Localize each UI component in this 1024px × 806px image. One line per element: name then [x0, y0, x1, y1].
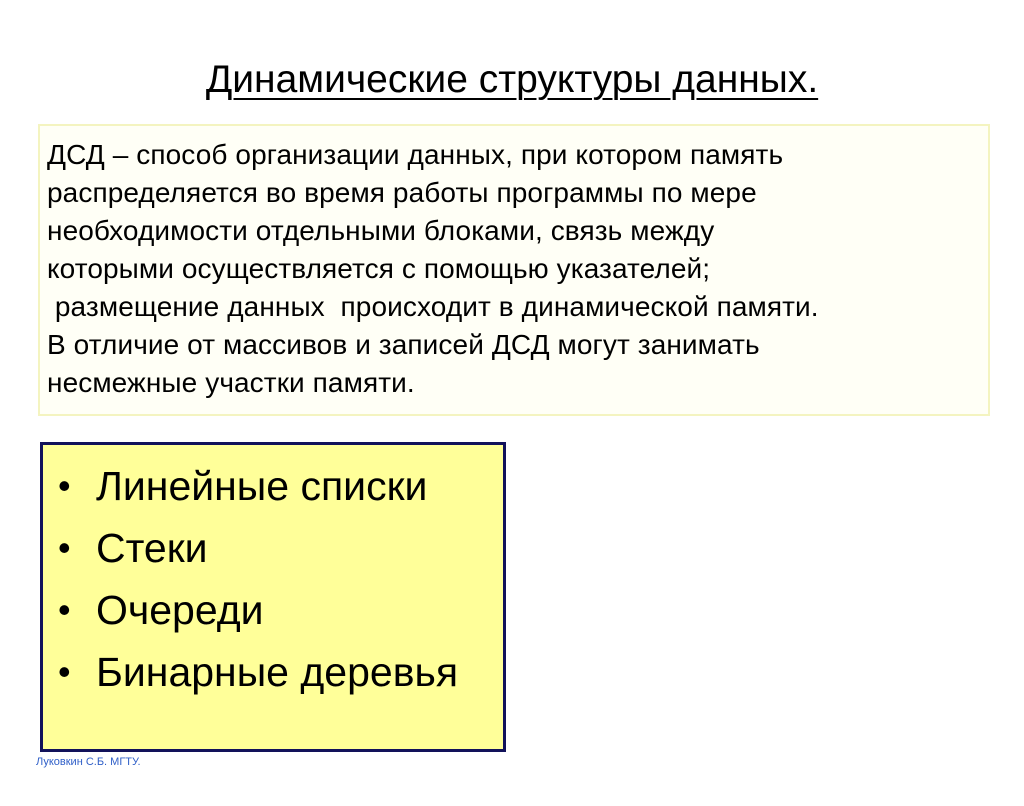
bullet-icon: • — [58, 527, 71, 568]
footer-credit: Луковкин С.Б. МГТУ. — [36, 756, 141, 768]
bullet-icon: • — [58, 651, 71, 692]
bullet-icon: • — [58, 465, 71, 506]
definition-line-1: ДСД – способ организации данных, при котором память — [47, 139, 784, 170]
definition-line-2: распределяется во время работы программы по мере — [47, 177, 757, 208]
bullet-icon: • — [58, 589, 71, 630]
list-item-binary-trees — [58, 641, 503, 703]
slide-title-text: Динамические структуры данных. — [205, 58, 819, 101]
definition-line-3: необходимости отдельными блоками, связь между — [47, 215, 715, 246]
list-item-label: Бинарные деревья — [96, 648, 459, 695]
definition-line-6: В отличие от массивов и записей ДСД могут занимать — [47, 329, 760, 360]
list-item-linear-lists — [58, 455, 503, 517]
definition-line-5: размещение данных происходит в динамической памяти. — [47, 291, 819, 322]
list-item-label: Линейные списки — [96, 462, 428, 509]
structure-list-box — [40, 442, 506, 752]
definition-line-4: которыми осуществляется с помощью указателей; — [47, 253, 711, 284]
list-item-label: Очереди — [96, 586, 264, 633]
list-item-label: Стеки — [96, 524, 208, 571]
list-item-stacks — [58, 517, 503, 579]
slide-title — [0, 56, 1024, 104]
list-item-queues — [58, 579, 503, 641]
definition-line-7: несмежные участки памяти. — [47, 367, 415, 398]
definition-box — [38, 124, 990, 416]
